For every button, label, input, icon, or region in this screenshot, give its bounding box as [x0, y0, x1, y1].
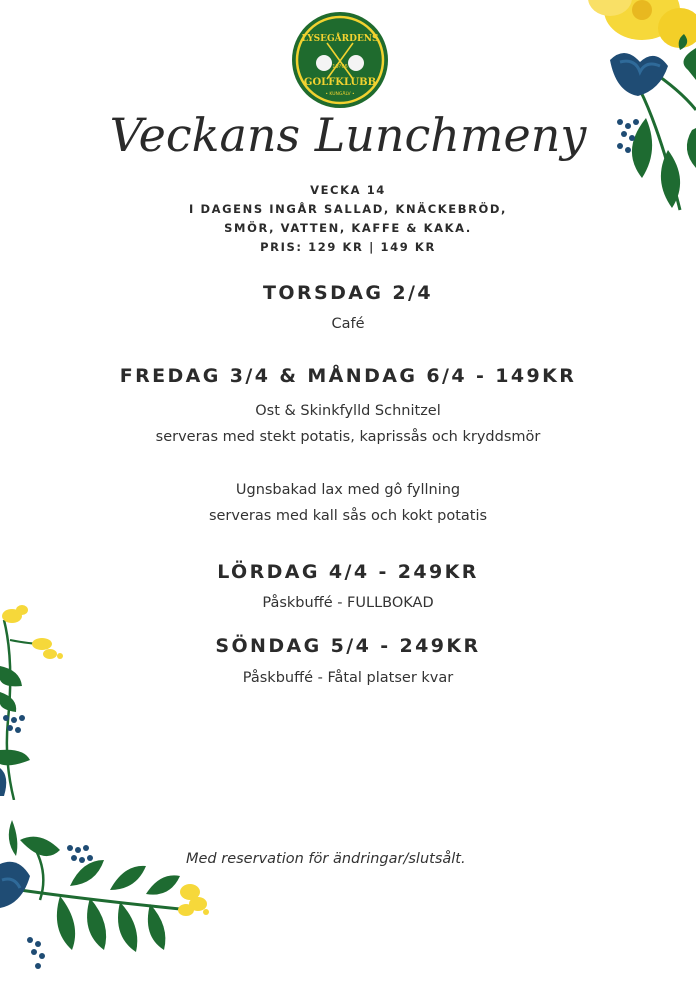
price-line: PRIS: 129 KR | 149 KR — [260, 240, 436, 254]
day-heading-thursday: TORSDAG 2/4 — [263, 282, 433, 304]
included-line-1: I DAGENS INGÅR SALLAD, KNÄCKEBRÖD, — [188, 202, 508, 216]
blue-flower-icon — [610, 53, 668, 96]
dish-line: Café — [331, 316, 365, 332]
golf-ball-icon — [316, 55, 332, 71]
blue-flower-icon — [0, 862, 30, 908]
yellow-flower-icon — [178, 884, 209, 916]
day-heading-friday-monday: FREDAG 3/4 & MÅNDAG 6/4 - 149KR — [119, 365, 577, 387]
day-heading-saturday: LÖRDAG 4/4 - 249KR — [217, 561, 479, 583]
logo-top-text: LYSEGÅRDENS — [301, 34, 379, 44]
dish-line: Ost & Skinkfylld Schnitzel — [255, 403, 441, 419]
logo-city: • KUNGÄLV • — [325, 92, 355, 97]
logo-main-text: GOLFKLUBB — [303, 77, 377, 88]
golf-ball-icon — [348, 55, 364, 71]
footer-note: Med reservation för ändringar/slutsålt. — [186, 851, 466, 867]
dish-line: Påskbuffé - Fåtal platser kvar — [242, 670, 454, 686]
day-heading-sunday: SÖNDAG 5/4 - 249KR — [215, 635, 481, 657]
logo-year: 19?66 — [332, 64, 348, 70]
dish-line: Påskbuffé - FULLBOKAD — [262, 595, 434, 611]
golf-club-logo — [291, 11, 389, 109]
floral-decoration-left — [0, 600, 70, 800]
week-label: VECKA 14 — [310, 183, 386, 197]
included-line-2: SMÖR, VATTEN, KAFFE & KAKA. — [224, 221, 472, 235]
dish-description: serveras med kall sås och kokt potatis — [208, 508, 488, 524]
floral-decoration-bottom-left — [0, 800, 220, 984]
dish-description: serveras med stekt potatis, kaprissås och kryddsmör — [155, 429, 541, 445]
page-title: Veckans Lunchmeny — [109, 108, 587, 162]
dish-line: Ugnsbakad lax med gô fyllning — [235, 482, 461, 498]
